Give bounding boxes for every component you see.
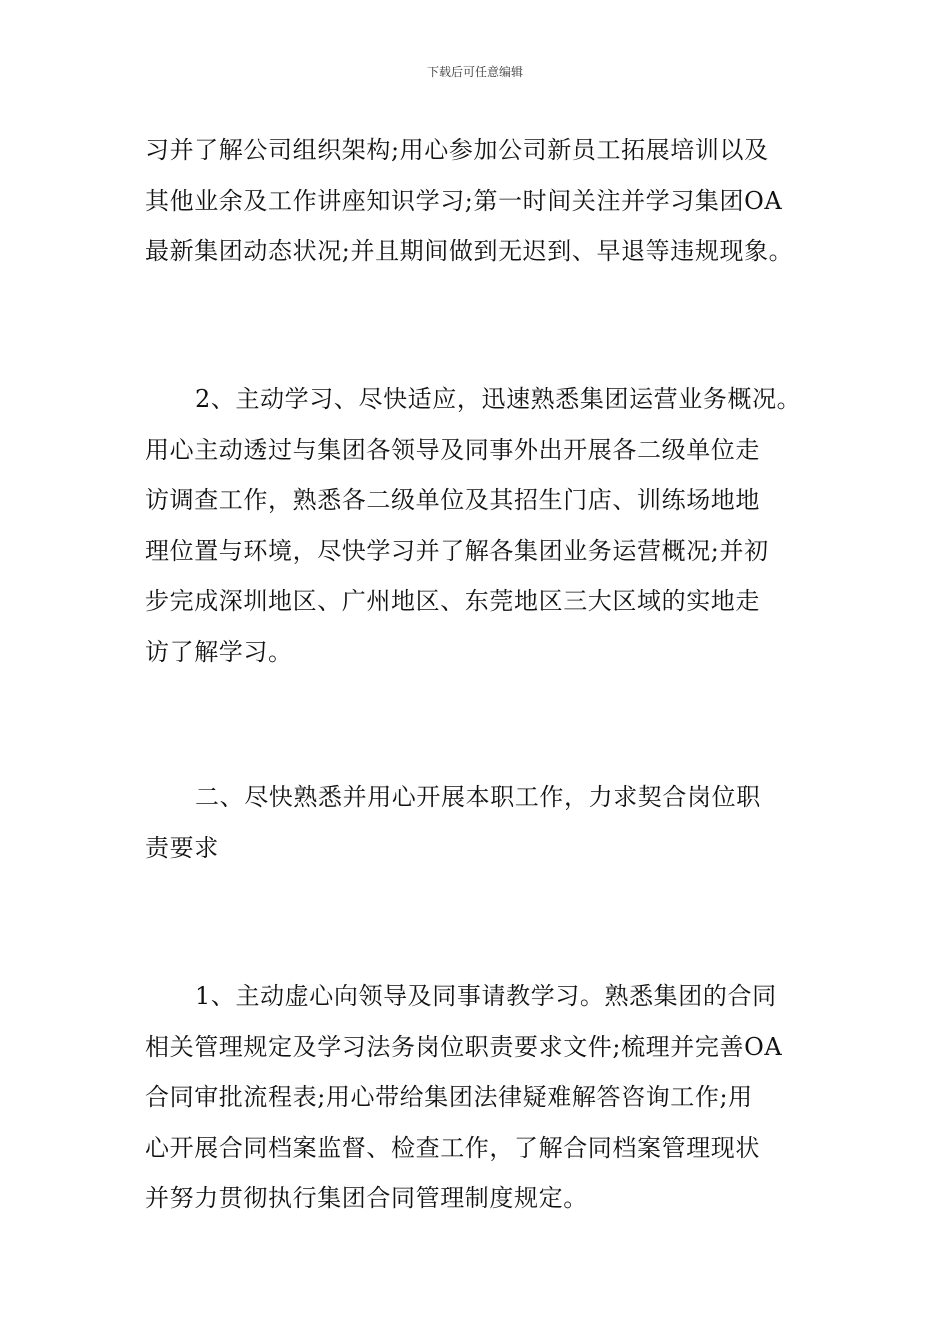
text-line: 访调查工作，熟悉各二级单位及其招生门店、训练场地地 [145, 486, 760, 514]
section-heading-2 [145, 772, 810, 873]
text-line [145, 971, 810, 1022]
text-line: 访了解学习。 [145, 637, 293, 666]
page-header: 下载后可任意编辑 [426, 65, 523, 79]
text-line [145, 772, 810, 823]
text-line [145, 374, 810, 425]
text-line-content: 1、主动虚心向领导及同事请教学习。熟悉集团的合同 [195, 982, 777, 1010]
text-line: 心开展合同档案监督、检查工作，了解合同档案管理现状 [145, 1133, 760, 1162]
text-line: 最新集团动态状况;并且期间做到无迟到、早退等违规现象。 [145, 237, 794, 265]
text-line: 其他业余及工作讲座知识学习;第一时间关注并学习集团OA [145, 186, 783, 215]
text-line-content: 2、主动学习、尽快适应，迅速熟悉集团运营业务概况。 [195, 385, 802, 413]
text-line: 并努力贯彻执行集团合同管理制度规定。 [145, 1184, 588, 1212]
text-line: 责要求 [145, 833, 219, 862]
text-line: 理位置与环境，尽快学习并了解各集团业务运营概况;并初 [145, 536, 769, 565]
paragraph-continuation [145, 125, 810, 277]
text-line: 相关管理规定及学习法务岗位职责要求文件;梳理并完善OA [145, 1032, 783, 1061]
paragraph-item-2 [145, 374, 810, 677]
paragraph-item-1 [145, 971, 810, 1224]
text-line: 用心主动透过与集团各领导及同事外出开展各二级单位走 [145, 435, 760, 464]
text-line: 合同审批流程表;用心带给集团法律疑难解答咨询工作;用 [145, 1083, 753, 1111]
text-line: 习并了解公司组织架构;用心参加公司新员工拓展培训以及 [145, 136, 769, 164]
text-line-content: 二、尽快熟悉并用心开展本职工作，力求契合岗位职 [195, 783, 761, 811]
text-line: 步完成深圳地区、广州地区、东莞地区三大区域的实地走 [145, 587, 760, 615]
